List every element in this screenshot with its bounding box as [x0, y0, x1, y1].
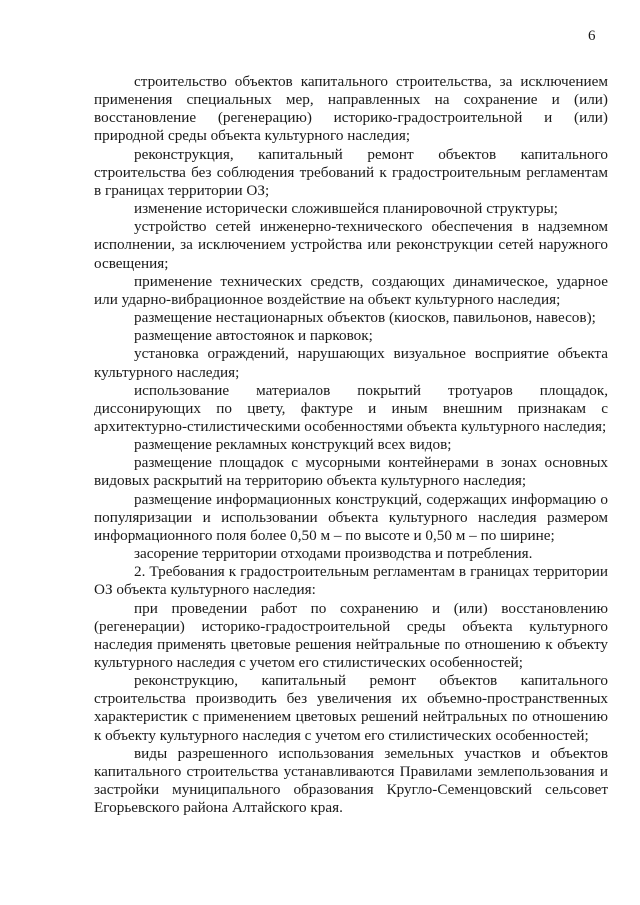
- paragraph: применение технических средств, создающих динамическое, ударное или ударно-вибрационное воздействие на объект культурного наследия;: [94, 272, 608, 308]
- paragraph: размещение автостоянок и парковок;: [134, 327, 373, 345]
- paragraph: при проведении работ по сохранению и (или) восстановлению (регенерации) историко-градостроительной среды объекта культурного наследия применять цветовые решения нейтральные по отношению к объекту культурного наследия с учетом его стилистических особенностей;: [94, 599, 608, 671]
- paragraph: засорение территории отходами производства и потребления.: [134, 545, 533, 563]
- paragraph: размещение площадок с мусорными контейнерами в зонах основных видовых раскрытий на территорию объекта культурного наследия;: [94, 454, 608, 490]
- paragraph: реконструкцию, капитальный ремонт объектов капитального строительства производить без увеличения их объемно-пространственных характеристик с применением цветовых решений нейтральных по отношению к объекту культурного наследия с учетом его стилистических особенностей;: [94, 672, 608, 744]
- paragraph: размещение рекламных конструкций всех видов;: [134, 436, 452, 454]
- paragraph: использование материалов покрытий тротуаров площадок, диссонирующих по цвету, фактуре и иным внешним признакам с архитектурно-стилистическими особенностями объекта культурного наследия;: [94, 381, 608, 435]
- paragraph: изменение исторически сложившейся планировочной структуры;: [134, 200, 558, 218]
- paragraph: виды разрешенного использования земельных участков и объектов капитального строительства устанавливаются Правилами землепользования и застройки муниципального образования Кругло-Семенцовский сельсовет Егорьевского района Алтайского края.: [94, 744, 608, 817]
- paragraph: реконструкция, капитальный ремонт объектов капитального строительства без соблюдения требований к градостроительным регламентам в границах территории ОЗ;: [94, 145, 608, 199]
- paragraph: размещение нестационарных объектов (киосков, павильонов, навесов);: [134, 309, 596, 327]
- paragraph: строительство объектов капитального строительства, за исключением применения специальных мер, направленных на сохранение и (или) восстановление (регенерацию) историко-градостроительной и (или) природной среды объекта культурного наследия;: [94, 73, 608, 145]
- paragraph: устройство сетей инженерно-технического обеспечения в надземном исполнении, за исключением устройства или реконструкции сетей наружного освещения;: [94, 218, 608, 272]
- paragraph: установка ограждений, нарушающих визуальное восприятие объекта культурного наследия;: [94, 345, 608, 381]
- document-body: [94, 73, 608, 817]
- paragraph: размещение информационных конструкций, содержащих информацию о популяризации и использовании объекта культурного наследия размером информационного поля более 0,50 м – по высоте и 0,50 м – по ширине;: [94, 490, 608, 544]
- section-heading-paragraph: 2. Требования к градостроительным регламентам в границах территории ОЗ объекта культурного наследия:: [94, 563, 608, 599]
- page-number: 6: [588, 28, 596, 44]
